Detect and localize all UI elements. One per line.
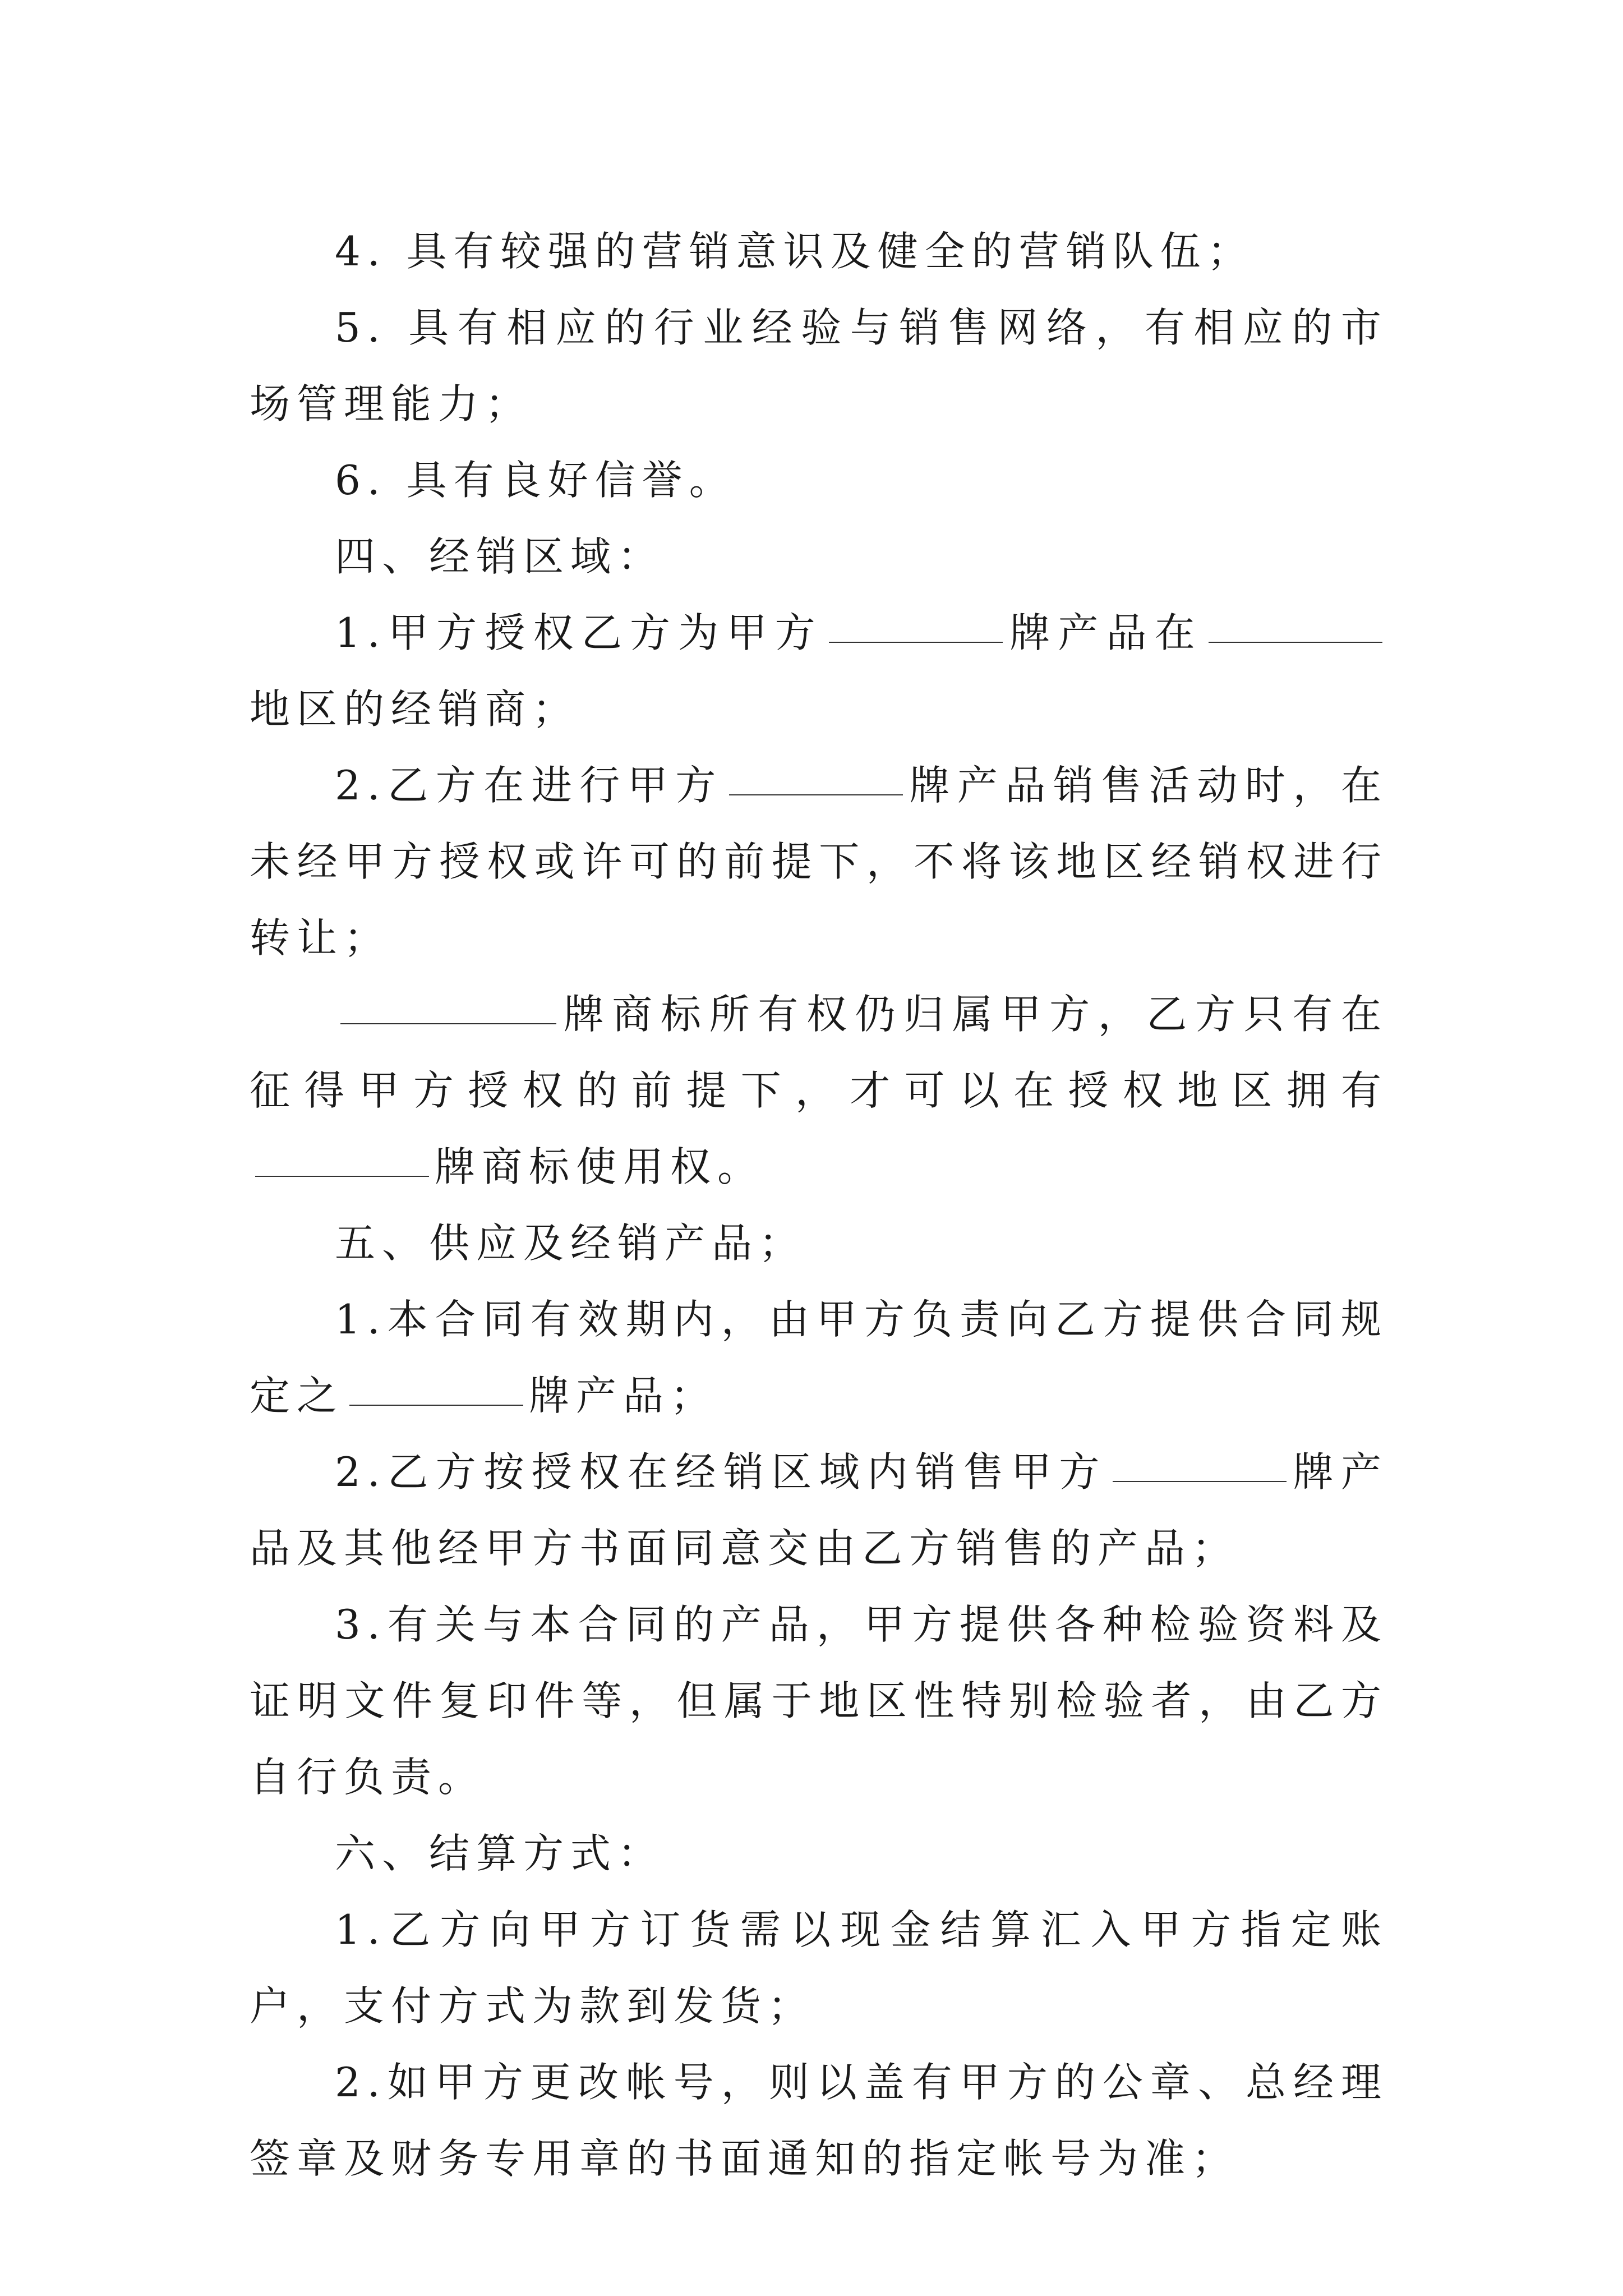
paragraph-item-5: 5. 具有相应的行业经验与销售网络，有相应的市场管理能力； (250, 304, 1388, 427)
fill-in-blank (255, 1176, 429, 1177)
fill-in-blank (340, 1023, 556, 1024)
fill-in-blank (829, 642, 1003, 643)
text-segment: 地区的经销商； (250, 685, 580, 733)
paragraph-supply-2 (250, 1434, 1388, 1586)
paragraph-settlement-1: 1.乙方向甲方订货需以现金结算汇入甲方指定账户，支付方式为款到发货； (250, 1906, 1388, 2030)
text-segment: 2.乙方在进行甲方 (335, 762, 723, 809)
paragraph-area-2 (250, 747, 1388, 976)
paragraph-area-3 (250, 976, 1388, 1205)
fill-in-blank (1113, 1481, 1287, 1482)
paragraph-item-4: 4. 具有较强的营销意识及健全的营销队伍； (335, 228, 1255, 275)
text-segment: 牌产品及其他经甲方书面同意交由乙方销售的产品； (250, 1448, 1388, 1572)
section-title-distribution-area: 四、经销区域： (335, 533, 665, 580)
fill-in-blank (1209, 642, 1382, 643)
section-title-settlement: 六、结算方式： (335, 1830, 665, 1877)
fill-in-blank (729, 794, 903, 795)
text-segment: 1.甲方授权乙方为甲方 (335, 609, 823, 656)
text-segment: 牌产品在 (1008, 609, 1203, 656)
text-segment: 牌产品销售活动时，在未经甲方授权或许可的前提下，不将该地区经销权进行转让； (250, 762, 1388, 961)
text-segment: 牌商标所有权仍归属甲方，乙方只有在征得甲方授权的前提下，才可以在授权地区拥有 (250, 991, 1388, 1114)
paragraph-supply-1 (250, 1281, 1388, 1434)
paragraph-item-6: 6. 具有良好信誉。 (335, 457, 736, 504)
text-segment: 牌产品； (529, 1372, 718, 1419)
paragraph-supply-3: 3.有关与本合同的产品，甲方提供各种检验资料及证明文件复印件等，但属于地区性特别检验者，由乙方自行负责。 (250, 1601, 1388, 1801)
text-segment: 牌商标使用权。 (435, 1143, 765, 1190)
section-title-supply-products: 五、供应及经销产品； (335, 1220, 806, 1267)
text-segment: 2.乙方按授权在经销区域内销售甲方 (335, 1448, 1107, 1496)
text-segment: 1.本合同有效期内，由甲方负责向乙方提供合同规定之 (250, 1296, 1388, 1419)
paragraph-settlement-2: 2.如甲方更改帐号，则以盖有甲方的公章、总经理签章及财务专用章的书面通知的指定帐号为准； (250, 2059, 1388, 2182)
paragraph-area-1 (250, 595, 1388, 747)
document-body (250, 213, 1388, 2197)
fill-in-blank (349, 1405, 523, 1406)
